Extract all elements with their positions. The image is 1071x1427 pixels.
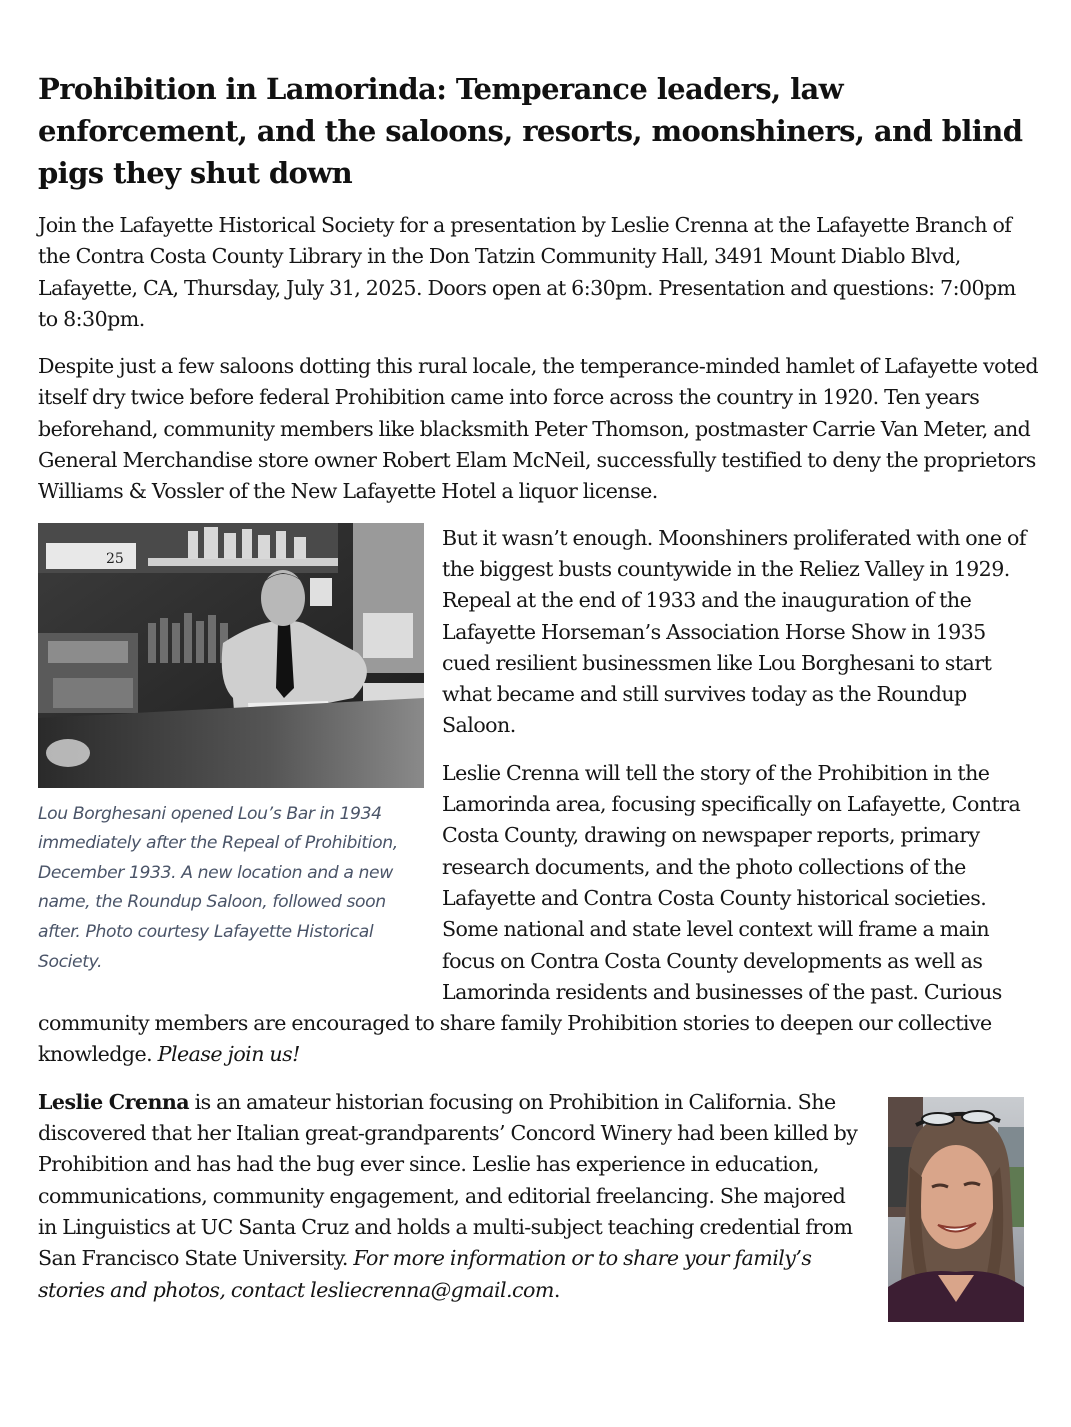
- history-paragraph: Despite just a few saloons dotting this rural locale, the temperance-minded hamlet of Lafayette voted itself dry twice before federal Prohibition came into force across the country in 1920. Ten years beforehand, community members like blacksmith Peter Thomson, postmaster Carrie Van Meter, and General Merchandise store owner Robert Elam McNeil, successfully testified to deny the proprietors Williams & Vossler of the New Lafayette Hotel a liquor license.: [38, 354, 1038, 504]
- please-join-us: Please join us!: [157, 1042, 300, 1067]
- contact-end-punctuation: .: [553, 1277, 560, 1302]
- speaker-portrait: [888, 1097, 1024, 1322]
- photo-and-text-section: [38, 523, 1038, 1071]
- page-title: Prohibition in Lamorinda: Temperance leaders, law enforcement, and the saloons, resorts, moonshiners, and blind pigs they shut down: [38, 72, 1023, 190]
- intro-paragraph: Join the Lafayette Historical Society for a presentation by Leslie Crenna at the Lafayette Branch of the Contra Costa County Library in the Don Tatzin Community Hall, 3491 Mount Diablo Blvd, Lafayette, CA, Thursday, July 31, 2025. Doors open at 6:30pm. Presentation and questions: 7:00pm to 8:30pm.: [38, 213, 1016, 331]
- bar-photo-figure: [38, 523, 424, 978]
- bar-photo: [38, 523, 424, 788]
- speaker-name: Leslie Crenna: [38, 1089, 190, 1114]
- price-sign-text: 25: [106, 550, 124, 567]
- speaker-bio-text: is an amateur historian focusing on Prohibition in California. She discovered that her Italian great-grandparents’ Concord Winery had been killed by Prohibition and has had the bug ever since. Leslie has experience in education, communications, community engagement, and editorial freelancing. She majored in Linguistics at UC Santa Cruz and holds a multi-subject teaching credential from San Francisco State University.: [38, 1089, 858, 1271]
- speaker-portrait-image: [888, 1097, 1024, 1322]
- flyer-page: [38, 68, 1038, 1306]
- speaker-bio-paragraph: [38, 1087, 868, 1306]
- speaker-bio-section: [38, 1087, 1038, 1306]
- contact-info: For more information or to share your family’s stories and photos, contact lesliecrenna@gmail.com: [38, 1246, 812, 1302]
- presentation-description-text: Leslie Crenna will tell the story of the Prohibition in the Lamorinda area, focusing specifically on Lafayette, Contra Costa County, drawing on newspaper reports, primary research documents, and the photo collections of the Lafayette and Contra Costa County historical societies. Some national and state level context will frame a main focus on Contra Costa County developments as well as Lamorinda residents and businesses of the past. Curious community members are encouraged to share family Prohibition stories to deepen our collective knowledge.: [38, 760, 1021, 1067]
- moonshiners-paragraph: But it wasn’t enough. Moonshiners proliferated with one of the biggest busts countywide in the Reliez Valley in 1929. Repeal at the end of 1933 and the inauguration of the Lafayette Horseman’s Association Horse Show in 1935 cued resilient businessmen like Lou Borghesani to start what became and still survives today as the Roundup Saloon.: [442, 525, 1026, 738]
- bar-photo-image: [38, 523, 424, 788]
- photo-caption: Lou Borghesani opened Lou’s Bar in 1934 immediately after the Repeal of Prohibition, December 1933. A new location and a new name, the Roundup Saloon, followed soon after. Photo courtesy Lafayette Historical Society.: [38, 803, 398, 972]
